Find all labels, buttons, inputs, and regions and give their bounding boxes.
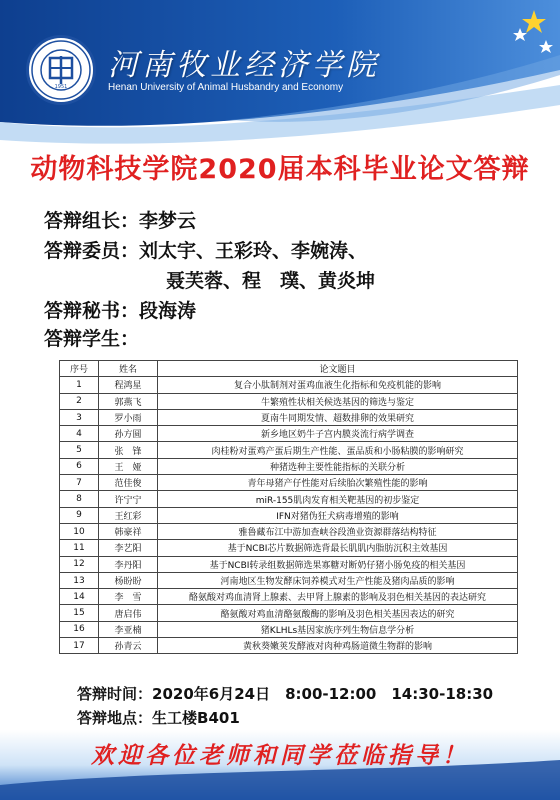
thesis-title: 基于NCBI芯片数据筛选背最长肌肌内脂肪沉积主效基因 <box>158 540 518 556</box>
school-name-cn: 河南牧业经济学院 <box>108 48 380 83</box>
student-name: 程鸿星 <box>99 377 158 393</box>
row-index: 3 <box>60 409 99 425</box>
row-index: 12 <box>60 556 99 572</box>
thesis-title: 基于NCBI转录组数据筛选果寡糖对断奶仔猪小肠免疫的相关基因 <box>158 556 518 572</box>
university-logo <box>26 35 96 105</box>
row-index: 1 <box>60 377 99 393</box>
student-name: 孙方圆 <box>99 426 158 442</box>
student-name: 李艺阳 <box>99 540 158 556</box>
thesis-title: 青年母猪产仔性能对后续胎次繁殖性能的影响 <box>158 475 518 491</box>
members-row-2 <box>166 266 375 293</box>
thesis-title: 酪氨酸对鸡血清肾上腺素、去甲肾上腺素的影响及羽色相关基因的表达研究 <box>158 589 518 605</box>
members-line1: 刘太宇、王彩玲、李婉涛、 <box>139 240 368 262</box>
row-index: 13 <box>60 572 99 588</box>
table-row <box>60 621 518 637</box>
table-row <box>60 507 518 523</box>
thesis-title: 肉桂粉对蛋鸡产蛋后期生产性能、蛋品质和小肠粘膜的影响研究 <box>158 442 518 458</box>
header-title: 论文题目 <box>158 361 518 377</box>
row-index: 17 <box>60 638 99 654</box>
thesis-title: IFN对猪伪狂犬病毒增殖的影响 <box>158 507 518 523</box>
student-name: 王 娅 <box>99 458 158 474</box>
defense-time <box>77 683 493 704</box>
page-title: 动物科技学院2020届本科毕业论文答辩 <box>30 154 530 185</box>
row-index: 2 <box>60 393 99 409</box>
defense-place <box>77 707 240 728</box>
row-index: 8 <box>60 491 99 507</box>
thesis-title: 河南地区生物发酵床饲养模式对生产性能及猪肉品质的影响 <box>158 572 518 588</box>
row-index: 14 <box>60 589 99 605</box>
table-row <box>60 458 518 474</box>
university-seal-icon <box>29 38 93 102</box>
student-name: 李丹阳 <box>99 556 158 572</box>
student-name: 罗小雨 <box>99 409 158 425</box>
table-row <box>60 572 518 588</box>
thesis-title: miR-155肌肉发育相关靶基因的初步鉴定 <box>158 491 518 507</box>
table-row <box>60 638 518 654</box>
thesis-title: 猪KLHLs基因家族序列生物信息学分析 <box>158 621 518 637</box>
thesis-title: 夏南牛同期发情、超数排卵的效果研究 <box>158 409 518 425</box>
table-row <box>60 475 518 491</box>
row-index: 9 <box>60 507 99 523</box>
student-name: 杨盼盼 <box>99 572 158 588</box>
student-name: 郭燕飞 <box>99 393 158 409</box>
logo-year: 1951 <box>54 84 68 90</box>
header-name: 姓名 <box>99 361 158 377</box>
leader-name: 李梦云 <box>139 210 197 232</box>
row-index: 11 <box>60 540 99 556</box>
row-index: 5 <box>60 442 99 458</box>
row-index: 16 <box>60 621 99 637</box>
members-line2: 聂芙蓉、程 璞、黄炎坤 <box>166 270 376 292</box>
student-name: 韩豪祥 <box>99 523 158 539</box>
members-label: 答辩委员： <box>44 240 140 262</box>
thesis-title: 种猪选种主要性能指标的关联分析 <box>158 458 518 474</box>
time-value: 2020年6月24日 8:00-12:00 14:30-18:30 <box>152 685 494 703</box>
student-name: 唐启伟 <box>99 605 158 621</box>
thesis-title: 黄秋葵嫩荚发酵液对肉种鸡肠道微生物群的影响 <box>158 638 518 654</box>
student-name: 孙青云 <box>99 638 158 654</box>
leader-label: 答辩组长： <box>44 210 140 232</box>
thesis-title: 牛繁殖性状相关候选基因的筛选与鉴定 <box>158 393 518 409</box>
secretary-name: 段海涛 <box>139 300 197 322</box>
table-header-row <box>60 361 518 377</box>
row-index: 15 <box>60 605 99 621</box>
secretary-row <box>44 296 196 323</box>
school-name-en: Henan University of Animal Husbandry and Economy <box>108 82 344 93</box>
table-row <box>60 491 518 507</box>
table-row <box>60 523 518 539</box>
leader-row <box>44 206 196 233</box>
table-row <box>60 426 518 442</box>
place-label: 答辩地点： <box>77 709 153 727</box>
secretary-label: 答辩秘书： <box>44 300 140 322</box>
row-index: 7 <box>60 475 99 491</box>
student-name: 张 锋 <box>99 442 158 458</box>
students-row <box>44 324 139 351</box>
students-label: 答辩学生： <box>44 328 140 350</box>
student-name: 李亚楠 <box>99 621 158 637</box>
table-row <box>60 377 518 393</box>
row-index: 4 <box>60 426 99 442</box>
student-name: 许宁宁 <box>99 491 158 507</box>
thesis-table <box>59 360 518 654</box>
table-row <box>60 409 518 425</box>
thesis-title: 雅鲁藏布江中游加查峡谷段渔业资源群落结构特征 <box>158 523 518 539</box>
thesis-title: 酪氨酸对鸡血清酪氨酸酶的影响及羽色相关基因表达的研究 <box>158 605 518 621</box>
table-row <box>60 442 518 458</box>
time-label: 答辩时间： <box>77 685 153 703</box>
student-name: 范佳俊 <box>99 475 158 491</box>
student-name: 李 雪 <box>99 589 158 605</box>
table-row <box>60 540 518 556</box>
table-row <box>60 556 518 572</box>
thesis-title: 复合小肽制剂对蛋鸡血液生化指标和免疫机能的影响 <box>158 377 518 393</box>
student-name: 王红彩 <box>99 507 158 523</box>
place-value: 生工楼B401 <box>152 709 240 727</box>
header-index: 序号 <box>60 361 99 377</box>
welcome-message: 欢迎各位老师和同学莅临指导！ <box>91 742 469 769</box>
table-row <box>60 589 518 605</box>
row-index: 6 <box>60 458 99 474</box>
thesis-title: 新乡地区奶牛子宫内膜炎流行病学调查 <box>158 426 518 442</box>
table-row <box>60 605 518 621</box>
members-row <box>44 236 367 263</box>
row-index: 10 <box>60 523 99 539</box>
table-row <box>60 393 518 409</box>
